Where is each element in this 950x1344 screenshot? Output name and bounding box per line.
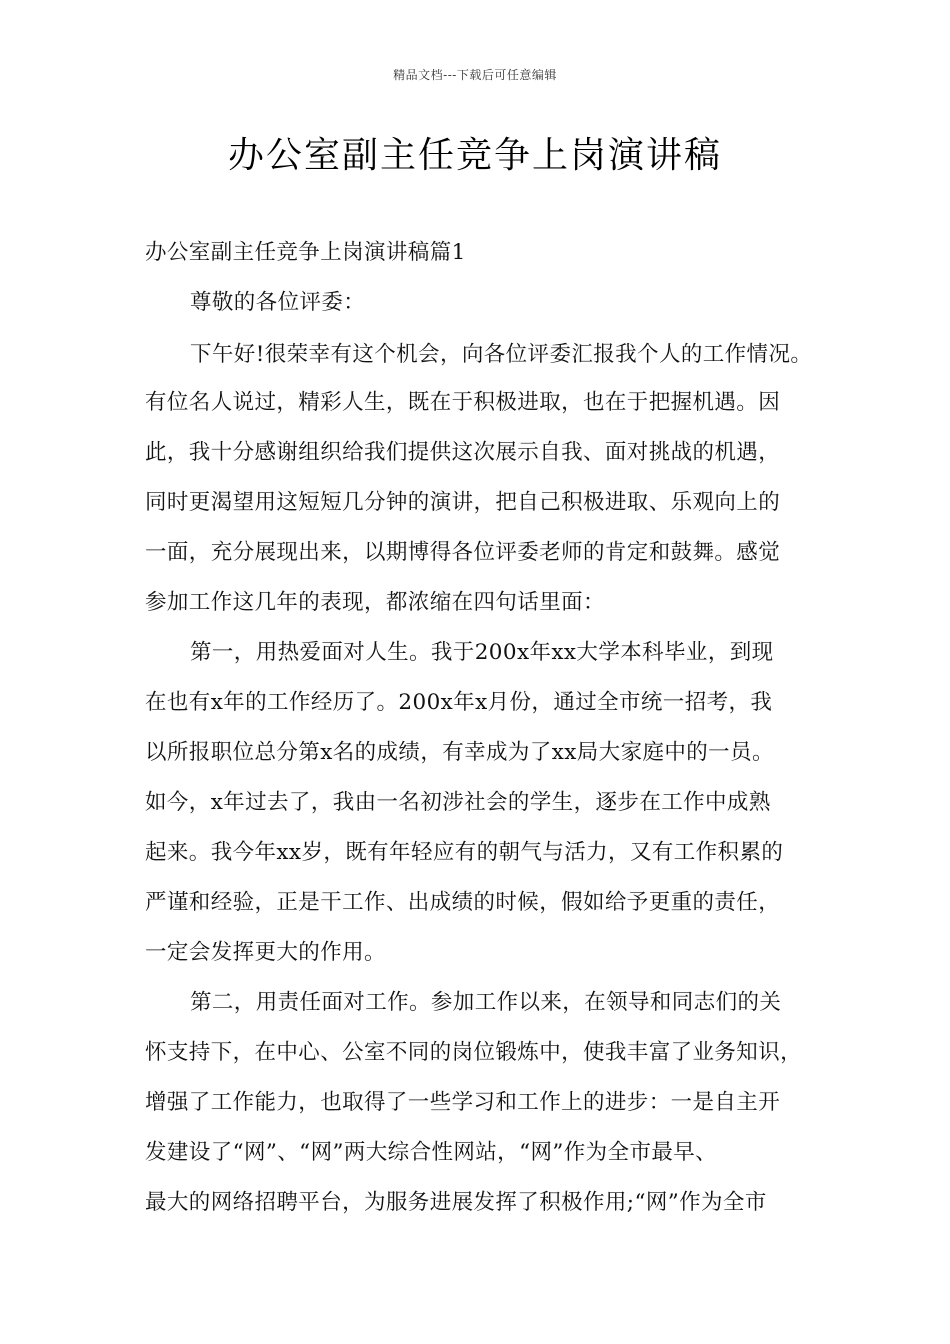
paragraph-line: 起来。我今年xx岁，既有年轻应有的朝气与活力，又有工作积累的 — [145, 840, 784, 865]
paragraph-line: 有位名人说过，精彩人生，既在于积极进取，也在于把握机遇。因 — [145, 390, 781, 415]
paragraph-line: 发建设了“网”、“网”两大综合性网站，“网”作为全市最早、 — [145, 1140, 718, 1165]
paragraph-line: 最大的网络招聘平台，为服务进展发挥了积极作用;“网”作为全市 — [145, 1190, 767, 1215]
paragraph-line: 如今，x年过去了，我由一名初涉社会的学生，逐步在工作中成熟 — [145, 790, 771, 815]
paragraph-line: 同时更渴望用这短短几分钟的演讲，把自己积极进取、乐观向上的 — [145, 490, 781, 515]
paragraph-line: 一定会发挥更大的作用。 — [145, 940, 386, 965]
paragraph-line: 严谨和经验，正是干工作、出成绩的时候，假如给予更重的责任， — [145, 890, 781, 915]
paragraph-line: 下午好!很荣幸有这个机会，向各位评委汇报我个人的工作情况。 — [190, 342, 813, 367]
document-title: 办公室副主任竞争上岗演讲稿 — [227, 135, 722, 176]
paragraph-line: 第一，用热爱面对人生。我于200x年xx大学本科毕业，到现 — [190, 640, 774, 665]
paragraph-line: 怀支持下，在中心、公室不同的岗位锻炼中，使我丰富了业务知识， — [145, 1040, 803, 1065]
header-note: 精品文档---下载后可任意编辑 — [393, 68, 557, 82]
section-heading: 办公室副主任竞争上岗演讲稿篇1 — [145, 240, 466, 265]
paragraph-line: 一面，充分展现出来，以期博得各位评委老师的肯定和鼓舞。感觉 — [145, 540, 781, 565]
paragraph-line: 以所报职位总分第x名的成绩，有幸成为了xx局大家庭中的一员。 — [145, 740, 774, 765]
paragraph-line: 增强了工作能力，也取得了一些学习和工作上的进步：一是自主开 — [145, 1090, 781, 1115]
paragraph-line: 参加工作这几年的表现，都浓缩在四句话里面： — [145, 590, 605, 615]
paragraph-line: 在也有x年的工作经历了。200x年x月份，通过全市统一招考，我 — [145, 690, 773, 715]
salutation: 尊敬的各位评委： — [190, 290, 366, 315]
paragraph-line: 第二，用责任面对工作。参加工作以来，在领导和同志们的关 — [190, 990, 782, 1015]
paragraph-line: 此，我十分感谢组织给我们提供这次展示自我、面对挑战的机遇， — [145, 440, 781, 465]
